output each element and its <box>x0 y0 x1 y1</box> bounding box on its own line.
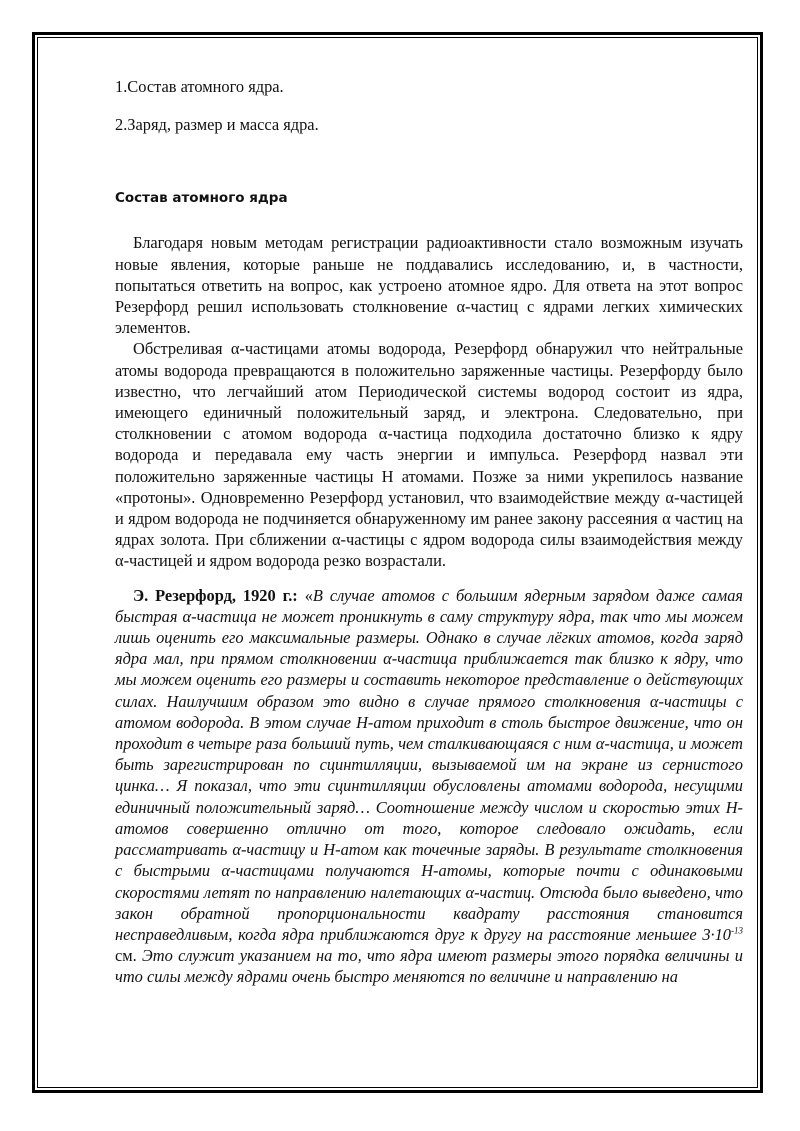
rutherford-quote <box>115 585 743 988</box>
outline-item-1: 1.Состав атомного ядра. <box>115 77 284 96</box>
quote-text-part-1: В случае атомов с большим ядерным зарядом даже самая быстрая α-частица не может проникнуть в саму структуру ядра, так что мы можем лишь оценить его максимальные размеры. Однако в случае лёгких атомов, когда заряд ядра мал, при прямом столкновении α-частица приближается так близко к ядру, что мы можем оценить его размеры и составить некоторое представление о действующих силах. Наилучшим образом это видно в случае прямого столкновения α-частицы с атомом водорода. В этом случае H-атом приходит в столь быстрое движение, что он проходит в четыре раза больший путь, чем сталкивающаяся с ним α-частица, и может быть зарегистрирован по сцинтилляции, вызываемой им на экране из сернистого цинка… Я показал, что эти сцинтилляции обусловлены атомами водорода, несущими единичный положительный заряд… Соотношение между числом и скоростью этих H-атомов совершенно отлично от того, которое следовало ожидать, если рассматривать α-частицу и H-атом как точечные заряды. В результате столкновения с быстрыми α-частицами получаются H-атомы, которые почти с одинаковыми скоростями летят по направлению налетающих α-частиц. Отсюда было выведено, что закон обратной пропорциональности квадрату расстояния становится несправедливым, когда ядра приближаются друг к другу на расстояние меньшее 3·10 <box>115 585 744 944</box>
quote-exponent: -13 <box>731 925 743 936</box>
quote-author: Э. Резерфорд, 1920 г.: <box>133 585 298 605</box>
quote-open-mark: « <box>297 585 313 605</box>
outline-item-2: 2.Заряд, размер и масса ядра. <box>115 115 319 135</box>
section-heading: Состав атомного ядра <box>115 190 288 207</box>
document-content <box>115 76 743 988</box>
paragraph-1: Благодаря новым методам регистрации радиоактивности стало возможным изучать новые явления, которые раньше не поддавались исследованию, и, в частности, попытаться ответить на вопрос, как устроено атомное ядро. Для ответа на этот вопрос Резерфорд решил использовать столкновение α-частиц с ядрами легких химических элементов. <box>115 233 743 338</box>
paragraph-2: Обстреливая α-частицами атомы водорода, Резерфорд обнаружил что нейтральные атомы водорода превращаются в положительно заряженные частицы. Резерфорду было известно, что легчайший атом Периодической системы водород состоит из ядра, имеющего единичный положительный заряд, и электрона. Следовательно, при столкновении с атомом водорода α-частица подходила достаточно близко к ядру водорода и передавала ему часть энергии и импульса. Резерфорд назвал эти положительно заряженные частицы H атомами. Позже за ними укрепилось название «протоны». Одновременно Резерфорд установил, что взаимодействие между α-частицей и ядром водорода не подчиняется обнаруженному им ранее закону рассеяния α частиц на ядрах золота. При сближении α-частицы с ядром водорода силы взаимодействия между α-частицей и ядром водорода резко возрастали. <box>115 339 743 571</box>
quote-unit: см. <box>115 946 137 966</box>
quote-text-part-2: Это служит указанием на то, что ядра имеют размеры этого порядка величины и что силы между ядрами очень быстро меняются по величине и направлению на <box>115 946 743 987</box>
